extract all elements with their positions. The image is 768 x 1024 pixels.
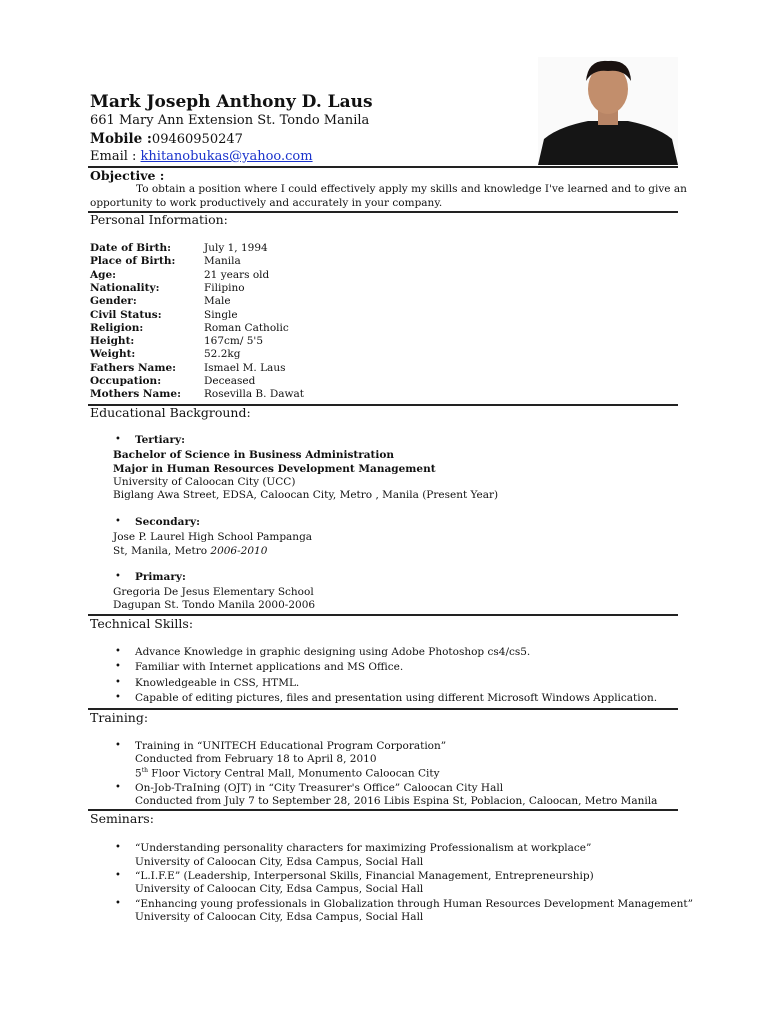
- skill-item: Knowledgeable in CSS, HTML.: [135, 676, 300, 689]
- field-value: 21 years old: [204, 268, 270, 281]
- field-label: Fathers Name:: [90, 361, 177, 374]
- field-value: Deceased: [204, 375, 256, 387]
- secondary-address-text: St, Manila, Metro: [113, 545, 211, 557]
- training-1-dates: Conducted from February 18 to April 8, 2010: [135, 753, 377, 765]
- bullet-icon: •: [115, 692, 121, 704]
- training-1-title: Training in “UNITECH Educational Program Corporation”: [135, 740, 447, 752]
- bullet-icon: •: [115, 646, 121, 657]
- bullet-icon: •: [115, 571, 121, 582]
- education-title: Educational Background:: [90, 405, 251, 420]
- bullet-icon: •: [115, 842, 121, 853]
- tertiary-major: Major in Human Resources Development Management: [113, 463, 436, 475]
- field-value: Manila: [204, 255, 241, 268]
- objective-line2: opportunity to work productively and accurately in your company.: [90, 197, 443, 209]
- skills-title: Technical Skills:: [90, 616, 194, 631]
- field-label: Religion:: [90, 321, 144, 334]
- tertiary-degree: Bachelor of Science in Business Administration: [113, 449, 395, 461]
- field-value: Roman Catholic: [204, 321, 289, 334]
- personal-title: Personal Information:: [90, 212, 228, 227]
- seminar-title: “Understanding personality characters for maximizing Professionalism at workplace”: [135, 842, 592, 854]
- email: [90, 149, 313, 164]
- secondary-years: 2006-2010: [210, 545, 268, 557]
- seminar-place: University of Caloocan City, Edsa Campus, Social Hall: [135, 855, 424, 868]
- field-value: Single: [204, 308, 238, 321]
- skill-item: Capable of editing pictures, files and presentation using different Microsoft Windows Application.: [135, 692, 658, 705]
- seminar-title: “Enhancing young professionals in Globalization through Human Resources Development Management”: [135, 897, 693, 910]
- objective-line1: To obtain a position where I could effectively apply my skills and knowledge I've learned and to give an: [136, 183, 687, 195]
- profile-photo: [538, 57, 678, 165]
- field-label: Mothers Name:: [90, 388, 181, 401]
- bullet-icon: •: [115, 782, 121, 793]
- field-value: Ismael M. Laus: [204, 361, 286, 374]
- field-value: Male: [204, 295, 231, 308]
- divider: [88, 708, 678, 710]
- divider: [88, 166, 678, 168]
- bullet-icon: •: [115, 676, 121, 688]
- bullet-icon: •: [115, 869, 121, 881]
- training-1-place: [135, 767, 440, 780]
- field-value: 52.2kg: [204, 348, 241, 361]
- mobile-label: Mobile :: [90, 131, 152, 147]
- seminar-place: University of Caloocan City, Edsa Campus, Social Hall: [135, 911, 424, 924]
- field-value: July 1, 1994: [204, 242, 268, 254]
- tertiary-label: Tertiary:: [135, 434, 185, 446]
- bullet-icon: •: [115, 434, 121, 445]
- training-2-title: On-Job-TraIning (OJT) in “City Treasurer's Office” Caloocan City Hall: [135, 782, 504, 794]
- field-label: Gender:: [90, 295, 137, 308]
- field-label: Weight:: [90, 348, 136, 361]
- bullet-icon: •: [115, 516, 121, 527]
- mobile-number: 09460950247: [151, 132, 243, 147]
- field-value: 167cm/ 5'5: [204, 335, 264, 348]
- tertiary-school: University of Caloocan City (UCC): [113, 476, 296, 488]
- floor-suffix: th: [141, 767, 148, 774]
- field-value: Rosevilla B. Dawat: [204, 388, 304, 401]
- bullet-icon: •: [115, 897, 121, 909]
- objective-title: Objective :: [90, 168, 165, 183]
- bullet-icon: •: [115, 661, 121, 673]
- mobile: [90, 131, 243, 147]
- field-label: Age:: [90, 268, 117, 281]
- primary-label: Primary:: [135, 571, 186, 583]
- seminar-place: University of Caloocan City, Edsa Campus, Social Hall: [135, 883, 424, 896]
- primary-address: Dagupan St. Tondo Manila 2000-2006: [113, 599, 316, 611]
- skill-item: Advance Knowledge in graphic designing using Adobe Photoshop cs4/cs5.: [135, 646, 531, 658]
- field-value: Filipino: [204, 281, 245, 294]
- seminar-title: “L.I.F.E” (Leadership, Interpersonal Skills, Financial Management, Entrepreneurship): [135, 869, 594, 882]
- training-title: Training:: [90, 710, 149, 725]
- field-label: Date of Birth:: [90, 242, 172, 254]
- divider: [88, 809, 678, 811]
- training-2-dates: Conducted from July 7 to September 28, 2016 Libis Espina St, Poblacion, Caloocan, Metro Manila: [135, 795, 658, 807]
- field-label: Height:: [90, 335, 135, 348]
- secondary-school: Jose P. Laurel High School Pampanga: [113, 531, 313, 543]
- floor-number: 5: [135, 767, 142, 780]
- seminars-title: Seminars:: [90, 811, 154, 826]
- secondary-address: [113, 545, 267, 557]
- skill-item: Familiar with Internet applications and MS Office.: [135, 661, 404, 674]
- email-label: Email :: [90, 149, 141, 164]
- field-label: Nationality:: [90, 281, 160, 294]
- field-label: Civil Status:: [90, 308, 162, 321]
- bullet-icon: •: [115, 740, 121, 751]
- field-label: Place of Birth:: [90, 255, 176, 268]
- field-label: Occupation:: [90, 375, 162, 387]
- email-link[interactable]: khitanobukas@yahoo.com: [140, 149, 313, 164]
- tertiary-address: Biglang Awa Street, EDSA, Caloocan City, Metro , Manila (Present Year): [113, 489, 499, 501]
- place-text: Floor Victory Central Mall, Monumento Caloocan City: [147, 767, 440, 780]
- secondary-label: Secondary:: [135, 516, 200, 528]
- address: 661 Mary Ann Extension St. Tondo Manila: [90, 113, 370, 128]
- primary-school: Gregoria De Jesus Elementary School: [113, 586, 314, 598]
- candidate-name: Mark Joseph Anthony D. Laus: [90, 92, 373, 112]
